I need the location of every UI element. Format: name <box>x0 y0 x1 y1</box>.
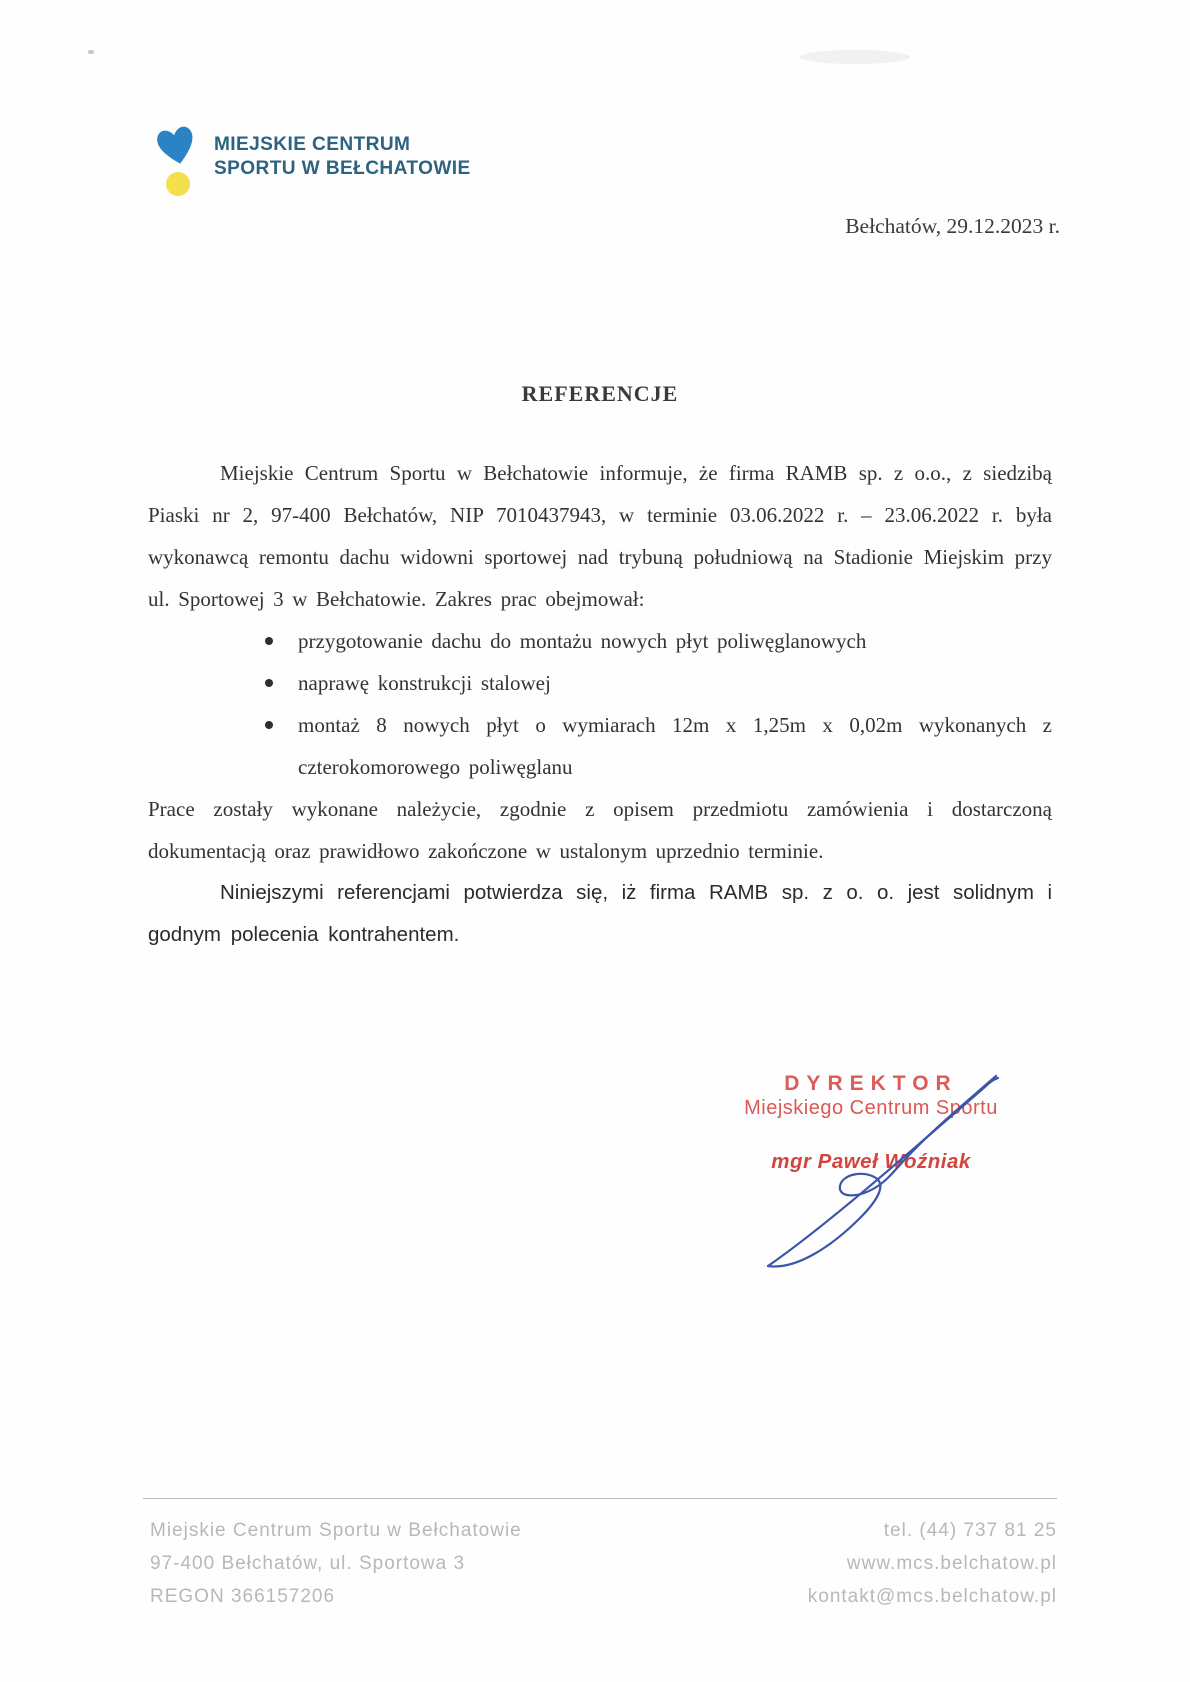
list-item-text: przygotowanie dachu do montażu nowych płyt poliwęglanowych <box>298 629 867 653</box>
footer-phone: tel. (44) 737 81 25 <box>883 1520 1057 1541</box>
bullet-icon <box>265 679 273 687</box>
paragraph-quality: Prace zostały wykonane należycie, zgodnie z opisem przedmiotu zamówienia i dostarczoną dokumentacją oraz prawidłowo zakończone w ustalonym uprzednio terminie. <box>148 797 1052 863</box>
stamp-signer-name: mgr Paweł Woźniak <box>771 1150 971 1173</box>
footer-contact-block <box>808 1514 1057 1613</box>
director-stamp <box>740 1072 1002 1174</box>
list-item <box>148 620 1052 662</box>
footer-org-name: Miejskie Centrum Sportu w Bełchatowie <box>150 1520 522 1541</box>
paragraph-recommendation: Niniejszymi referencjami potwierdza się, iż firma RAMB sp. z o. o. jest solidnym i godnym polecenia kontrahentem. <box>148 881 1052 946</box>
bullet-icon <box>265 637 273 645</box>
logo-line-2: SPORTU W BEŁCHATOWIE <box>214 157 471 179</box>
scan-artifact-dot <box>88 50 94 54</box>
org-logo <box>146 118 476 200</box>
footer-divider <box>143 1498 1057 1499</box>
footer-website: www.mcs.belchatow.pl <box>846 1553 1057 1574</box>
footer-address-block <box>150 1514 522 1613</box>
paragraph-intro: Miejskie Centrum Sportu w Bełchatowie informuje, że firma RAMB sp. z o.o., z siedzibą Piaski nr 2, 97-400 Bełchatów, NIP 7010437943, w terminie 03.06.2022 r. – 23.06.2022 r. była wykonawcą remontu dachu widowni sportowej nad trybuną południową na Stadionie Miejskim przy ul. Sportowej 3 w Bełchatowie. Zakres prac obejmował: <box>148 461 1052 611</box>
place-and-date: Bełchatów, 29.12.2023 r. <box>845 214 1060 238</box>
letter-body <box>148 452 1052 956</box>
list-item <box>148 662 1052 704</box>
stamp-organization: Miejskiego Centrum Sportu <box>744 1097 998 1119</box>
logo-wordmark <box>214 132 471 180</box>
list-item-text: montaż 8 nowych płyt o wymiarach 12m x 1,25m x 0,02m wykonanych z czterokomorowego poliwęglanu <box>298 713 1052 779</box>
logo-line-1: MIEJSKIE CENTRUM <box>214 133 411 155</box>
scan-artifact-smudge <box>800 50 910 64</box>
footer-street-address: 97-400 Bełchatów, ul. Sportowa 3 <box>150 1553 466 1574</box>
stamp-role: DYREKTOR <box>784 1072 958 1095</box>
logo-heart-icon <box>146 118 204 200</box>
scope-of-work-list <box>148 620 1052 788</box>
document-title: REFERENCJE <box>521 381 679 406</box>
list-item <box>148 704 1052 788</box>
bullet-icon <box>265 721 273 729</box>
footer-regon: REGON 366157206 <box>150 1586 336 1607</box>
footer-email: kontakt@mcs.belchatow.pl <box>807 1586 1057 1607</box>
list-item-text: naprawę konstrukcji stalowej <box>298 671 551 695</box>
